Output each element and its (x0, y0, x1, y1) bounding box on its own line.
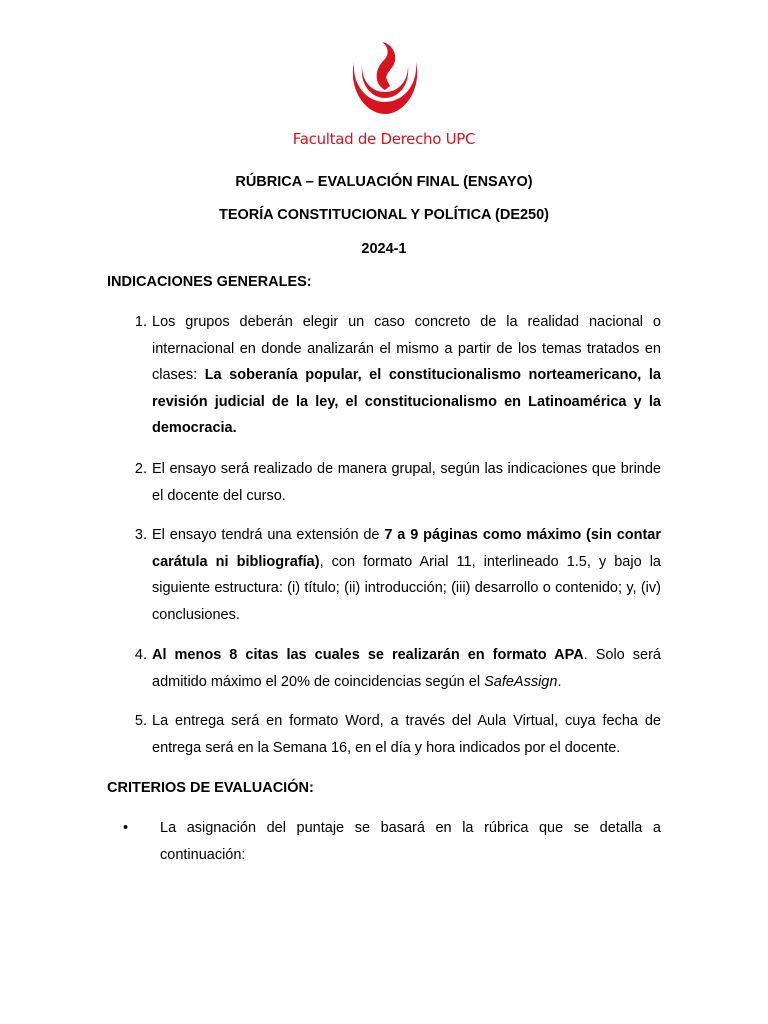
list-item (125, 309, 661, 442)
item-text: El ensayo será realizado de manera grupal, según las indicaciones que brinde el docente del curso. (152, 461, 661, 504)
list-item (125, 642, 661, 695)
item-number: 2. (134, 461, 147, 477)
list-item (125, 522, 661, 628)
item-number: 4. (134, 647, 147, 663)
item-text: Al menos 8 citas las cuales se realizarán en formato APA. Solo será admitido máximo el 20% de coincidencias según el SafeAssign. (152, 647, 661, 690)
item-number: 3. (134, 527, 147, 543)
bullet-item (120, 815, 661, 868)
faculty-name: Facultad de Derecho UPC (292, 130, 476, 148)
document-title: RÚBRICA – EVALUACIÓN FINAL (ENSAYO) (235, 174, 533, 190)
term-label: 2024-1 (361, 241, 407, 257)
bullet-text: La asignación del puntaje se basará en la rúbrica que se detalla a continuación: (160, 820, 661, 863)
item-number: 1. (134, 314, 147, 330)
course-title: TEORÍA CONSTITUCIONAL Y POLÍTICA (DE250) (218, 207, 550, 223)
bullet-icon: • (123, 820, 129, 836)
item-text: El ensayo tendrá una extensión de 7 a 9 páginas como máximo (sin contar carátula ni bibliografía), con formato Arial 11, interlineado 1.5, y bajo la siguiente estructura: (i) título; (ii) introducción; (iii) desarrollo o contenido; y, (iv) conclusiones. (152, 527, 662, 623)
upc-logo-icon (348, 40, 422, 116)
item-number: 5. (134, 713, 147, 729)
list-item (125, 708, 661, 761)
general-heading: INDICACIONES GENERALES: (107, 274, 312, 290)
criteria-heading: CRITERIOS DE EVALUACIÓN: (107, 780, 314, 796)
item-text: La entrega será en formato Word, a través del Aula Virtual, cuya fecha de entrega será en la Semana 16, en el día y hora indicados por el docente. (152, 713, 661, 756)
item-text: Los grupos deberán elegir un caso concreto de la realidad nacional o internacional en donde analizarán el mismo a partir de los temas tratados en clases: La soberanía popular, el constitucionalismo norteamericano, la revisión judicial de la ley, el constitucionalismo en Latinoamérica y la democracia. (152, 314, 661, 436)
list-item (125, 456, 661, 509)
